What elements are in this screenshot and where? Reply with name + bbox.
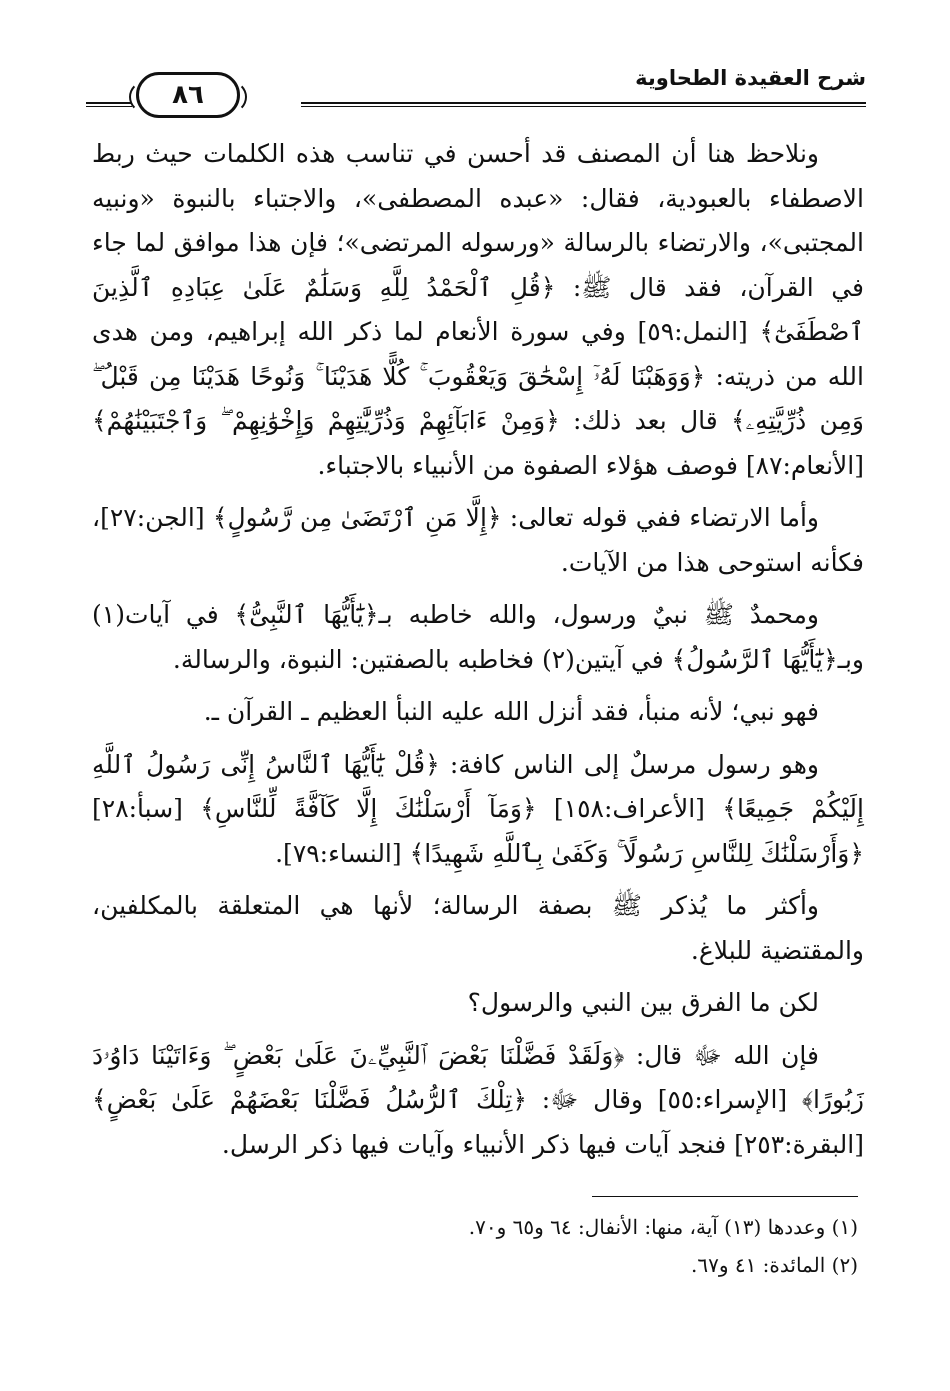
footnote-separator xyxy=(592,1196,858,1197)
footnote-2: (٢) المائدة: ٤١ و٦٧. xyxy=(690,1253,858,1277)
paragraph-2: وأما الارتضاء ففي قوله تعالى: ﴿إِلَّا مَنِ ٱرْتَضَىٰ مِن رَّسُولٍ﴾ [الجن:٢٧]، فكأنه استوحى هذا من الآيات. xyxy=(92,503,864,577)
header-rule-thin xyxy=(301,106,866,107)
footnote-1: (١) وعددها (١٣) آية، منها: الأنفال: ٦٤ و٦٥ و٧٠. xyxy=(468,1215,858,1239)
paragraph-6: وأكثر ما يُذكر ﷺ بصفة الرسالة؛ لأنها هي المتعلقة بالمكلفين، والمقتضية للبلاغ. xyxy=(92,891,864,965)
paragraph-5: وهو رسول مرسلٌ إلى الناس كافة: ﴿قُلْ يَٰٓأَيُّهَا ٱلنَّاسُ إِنِّى رَسُولُ ٱللَّهِ إِلَيْكُمْ جَمِيعًا﴾ [الأعراف:١٥٨] ﴿وَمَآ أَرْسَلْنَٰكَ إِلَّا كَآفَّةً لِّلنَّاسِ﴾ [سبأ:٢٨] ﴿وَأَرْسَلْنَٰكَ لِلنَّاسِ رَسُولًا ۚ وَكَفَىٰ بِٱللَّهِ شَهِيدًا﴾ [النساء:٧٩]. xyxy=(92,749,864,868)
main-text xyxy=(92,132,864,1167)
paragraph-7: لكن ما الفرق بين النبي والرسول؟ xyxy=(467,988,819,1017)
page-header xyxy=(86,58,866,118)
header-rule-left xyxy=(86,102,132,104)
paragraph-1: ونلاحظ هنا أن المصنف قد أحسن في تناسب هذه الكلمات حيث ربط الاصطفاء بالعبودية، فقال: «عبده المصطفى»، والاجتباء بالنبوة «ونبيه المجتبى»، والارتضاء بالرسالة «ورسوله المرتضى»؛ فإن هذا موافق لما جاء في القرآن، فقد قال ﷺ: ﴿قُلِ ٱلْحَمْدُ لِلَّهِ وَسَلَٰمٌ عَلَىٰ عِبَادِهِ ٱلَّذِينَ ٱصْطَفَىٰٓ﴾ [النمل:٥٩] وفي سورة الأنعام لما ذكر الله إبراهيم، ومن هدى الله من ذريته: ﴿وَوَهَبْنَا لَهُۥٓ إِسْحَٰقَ وَيَعْقُوبَ ۚ كُلًّا هَدَيْنَا ۚ وَنُوحًا هَدَيْنَا مِن قَبْلُ ۖ وَمِن ذُرِّيَّتِهِۦ﴾ قال بعد ذلك: ﴿وَمِنْ ءَابَآئِهِمْ وَذُرِّيَّٰتِهِمْ وَإِخْوَٰنِهِمْ ۖ وَٱجْتَبَيْنَٰهُمْ﴾ [الأنعام:٨٧] فوصف هؤلاء الصفوة من الأنبياء بالاجتباء. xyxy=(92,139,864,480)
footnotes xyxy=(86,1208,858,1284)
header-rule-left-thin xyxy=(86,106,132,107)
header-rule xyxy=(301,102,866,104)
running-title: شرح العقيدة الطحاوية xyxy=(635,66,866,90)
paragraph-4: فهو نبي؛ لأنه منبأ، فقد أنزل الله عليه النبأ العظيم ـ القرآن ـ. xyxy=(203,697,819,726)
paragraph-3: ومحمدٌ ﷺ نبيٌ ورسول، والله خاطبه بـ﴿يَٰٓأَيُّهَا ٱلنَّبِىُّ﴾ في آيات(١) وبـ﴿يَٰٓأَيُّهَا ٱلرَّسُولُ﴾ في آيتين(٢) فخاطبه بالصفتين: النبوة، والرسالة. xyxy=(92,600,864,674)
paragraph-8: فإن الله ﷻ قال: ﴿وَلَقَدْ فَضَّلْنَا بَعْضَ ٱلنَّبِيِّۦنَ عَلَىٰ بَعْضٍ ۖ وَءَاتَيْنَا دَاوُۥدَ زَبُورًا﴾ [الإسراء:٥٥] وقال ﷻ: ﴿تِلْكَ ٱلرُّسُلُ فَضَّلْنَا بَعْضَهُمْ عَلَىٰ بَعْضٍ﴾ [البقرة:٢٥٣] فنجد آيات فيها ذكر الأنبياء وآيات فيها ذكر الرسل. xyxy=(92,1040,864,1159)
page-number-badge: ٨٦ xyxy=(136,72,240,118)
